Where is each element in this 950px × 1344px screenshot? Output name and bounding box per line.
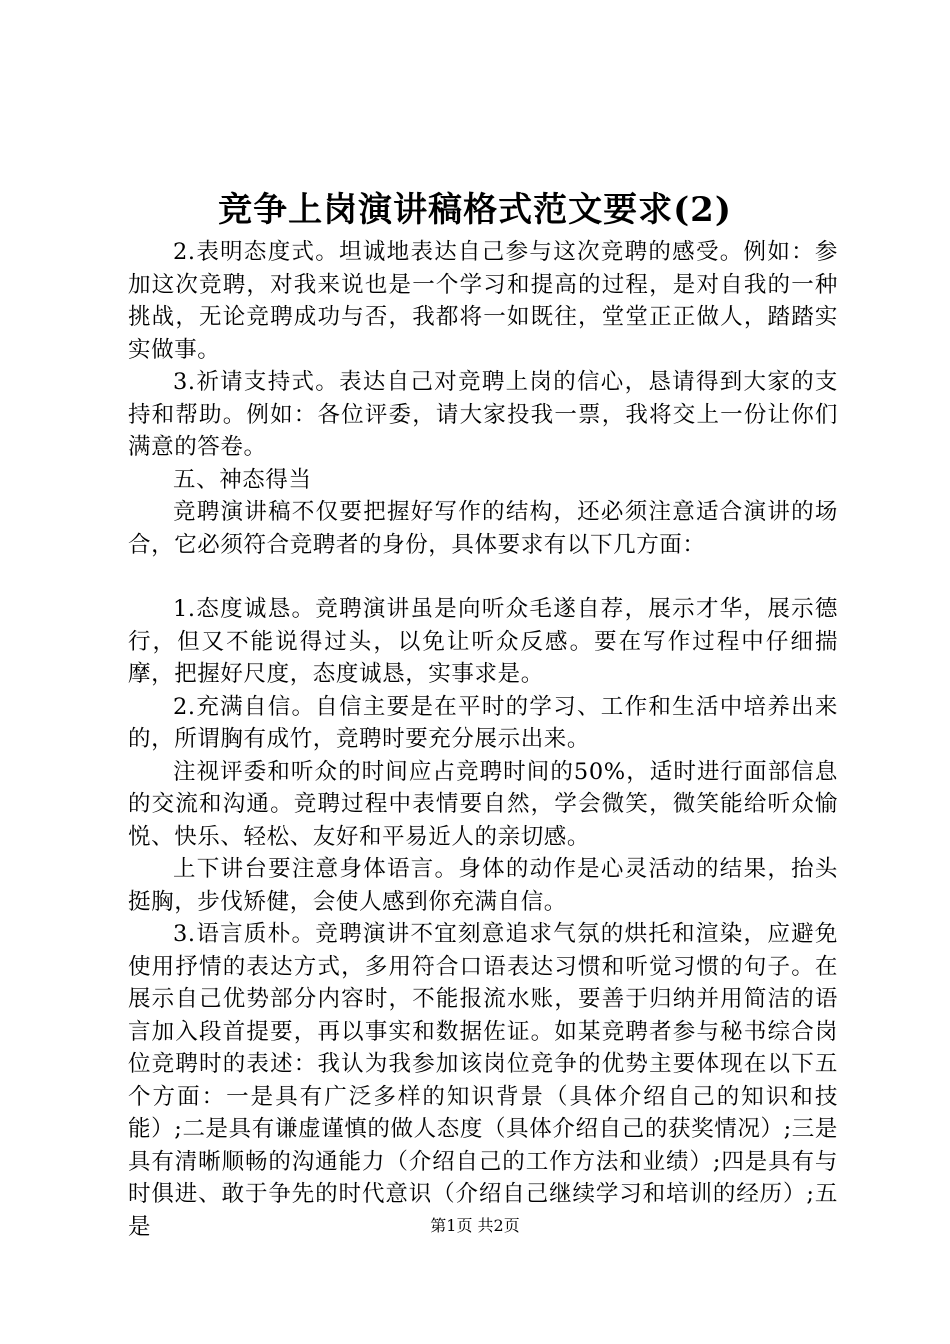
paragraph-attitude: 2.表明态度式。坦诚地表达自己参与这次竞聘的感受。例如：参加这次竞聘，对我来说也是一个学习和提高的过程，是对自我的一种挑战，无论竞聘成功与否，我都将一如既往，堂堂正正做人，踏踏实实做事。 [128,239,838,363]
paragraph-eye-contact: 注视评委和听众的时间应占竞聘时间的50%，适时进行面部信息的交流和沟通。竞聘过程中表情要自然，学会微笑，微笑能给听众愉悦、快乐、轻松、友好和平易近人的亲切感。 [128,758,838,850]
paragraph-confident: 2.充满自信。自信主要是在平时的学习、工作和生活中培养出来的，所谓胸有成竹，竞聘时要充分展示出来。 [128,693,838,752]
paragraph-body-language: 上下讲台要注意身体语言。身体的动作是心灵活动的结果，抬头挺胸，步伐矫健，会使人感到你充满自信。 [128,856,838,915]
section-heading: 五、神态得当 [173,466,312,493]
document-title: 竞争上岗演讲稿格式范文要求(2) [218,190,732,230]
paragraph-sincere: 1.态度诚恳。竞聘演讲虽是向听众毛遂自荐，展示才华，展示德行，但又不能说得过头，以免让听众反感。要在写作过程中仔细揣摩，把握好尺度，态度诚恳，实事求是。 [128,596,838,687]
paragraph-intro: 竞聘演讲稿不仅要把握好写作的结构，还必须注意适合演讲的场合，它必须符合竞聘者的身份，具体要求有以下几方面： [128,499,838,558]
page-footer: 第1页 共2页 [430,1216,520,1235]
paragraph-support: 3.祈请支持式。表达自己对竞聘上岗的信心，恳请得到大家的支持和帮助。例如：各位评委，请大家投我一票，我将交上一份让你们满意的答卷。 [128,369,838,460]
paragraph-plain-language: 3.语言质朴。竞聘演讲不宜刻意追求气氛的烘托和渲染，应避免使用抒情的表达方式，多用符合口语表达习惯和听觉习惯的句子。在展示自己优势部分内容时，不能报流水账，要善于归纳并用简洁的语言加入段首提要，再以事实和数据佐证。如某竞聘者参与秘书综合岗位竞聘时的表述：我认为我参加该岗位竞争的优势主要体现在以下五个方面：一是具有广泛多样的知识背景（具体介绍自己的知识和技能）;二是具有谦虚谨慎的做人态度（具体介绍自己的获奖情况）;三是具有清晰顺畅的沟通能力（介绍自己的工作方法和业绩）;四是具有与时俱进、敢于争先的时代意识（介绍自己继续学习和培训的经历）;五是 [128,921,838,1240]
document-body [128,236,838,1243]
